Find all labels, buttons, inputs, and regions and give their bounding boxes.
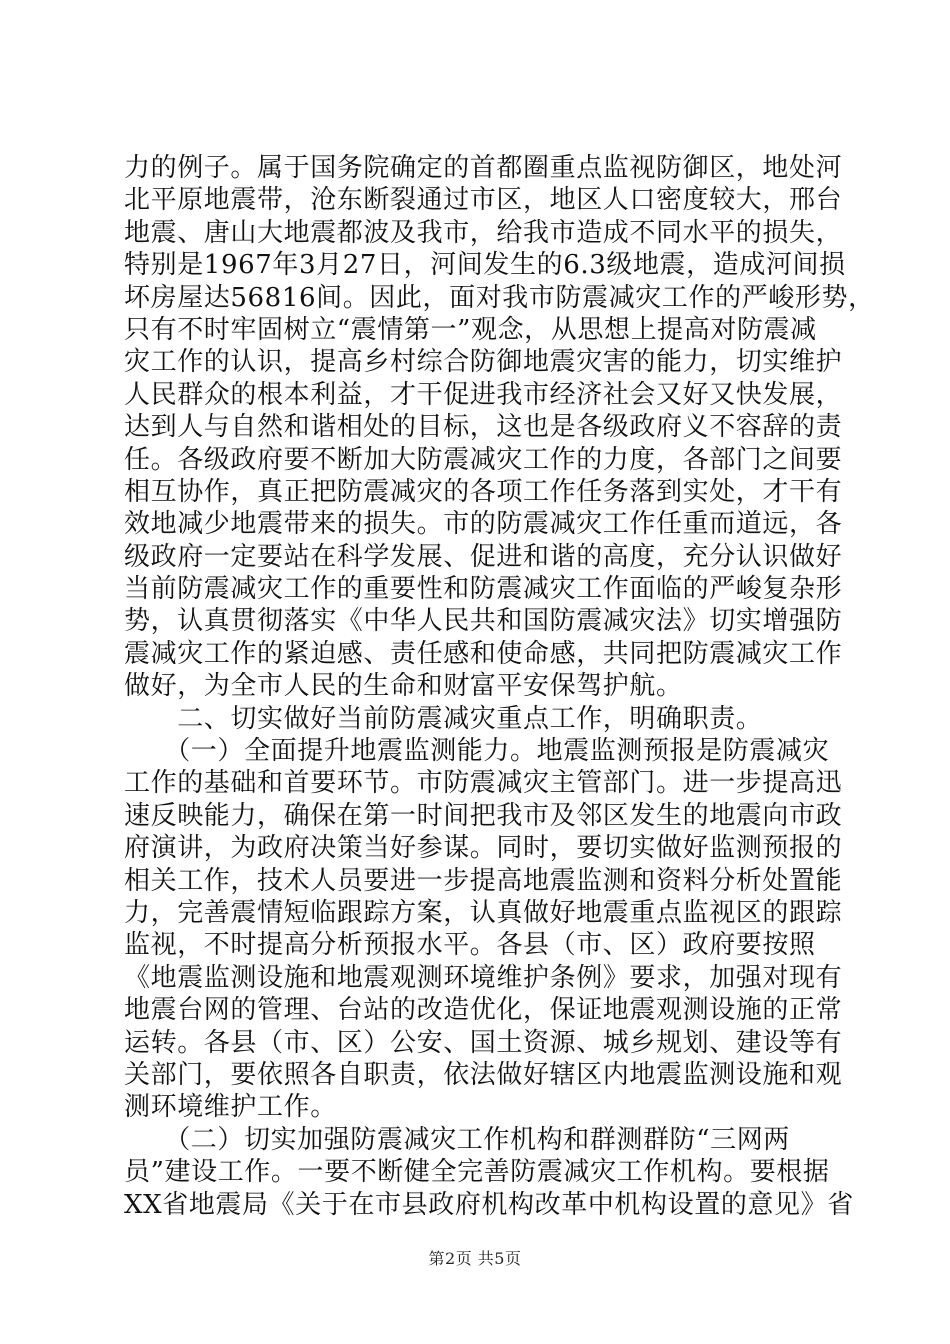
document-line: 测环境维护工作。: [124, 1092, 337, 1123]
document-line: 特别是1967年3月27日，河间发生的6.3级地震，造成河间损: [124, 250, 846, 281]
document-line: 坏房屋达56816间。因此，面对我市防震减灾工作的严峻形势，: [124, 282, 875, 313]
document-line: 地震台网的管理、台站的改造优化，保证地震观测设施的正常: [124, 995, 843, 1026]
document-line: 级政府一定要站在科学发展、促进和谐的高度，充分认识做好: [124, 541, 843, 572]
document-line: 当前防震减灾工作的重要性和防震减灾工作面临的严峻复杂形: [124, 574, 843, 605]
document-line: 北平原地震带，沧东断裂通过市区，地区人口密度较大，邢台: [124, 185, 843, 216]
document-line: 效地减少地震带来的损失。市的防震减灾工作任重而道远，各: [124, 509, 843, 540]
document-line: 任。各级政府要不断加大防震减灾工作的力度，各部门之间要: [124, 444, 843, 475]
document-line: 灾工作的认识，提高乡村综合防御地震灾害的能力，切实维护: [124, 347, 843, 378]
document-line: 工作的基础和首要环节。市防震减灾主管部门。进一步提高迅: [124, 768, 843, 799]
document-line: XX省地震局《关于在市县政府机构改革中机构设置的意见》省: [124, 1189, 854, 1220]
document-line: 相互协作，真正把防震减灾的各项工作任务落到实处，才干有: [124, 476, 843, 507]
document-line: 力的例子。属于国务院确定的首都圈重点监视防御区，地处河: [124, 153, 843, 183]
document-line: 做好，为全市人民的生命和财富平安保驾护航。: [124, 671, 683, 702]
document-line: 府演讲，为政府决策当好参谋。同时，要切实做好监测预报的: [124, 833, 843, 864]
document-line: 关部门，要依照各自职责，依法做好辖区内地震监测设施和观: [124, 1059, 843, 1090]
document-body: [124, 152, 875, 1221]
page-footer: 第2页 共5页: [428, 1249, 522, 1268]
document-line: 二、切实做好当前防震减灾重点工作，明确职责。: [124, 703, 763, 734]
document-line: 力，完善震情短临跟踪方案，认真做好地震重点监视区的跟踪: [124, 897, 843, 928]
document-line: 震减灾工作的紧迫感、责任感和使命感，共同把防震减灾工作: [124, 638, 843, 669]
document-line: 达到人与自然和谐相处的目标，这也是各级政府义不容辞的责: [124, 412, 843, 443]
document-line: （一）全面提升地震监测能力。地震监测预报是防震减灾: [124, 736, 830, 767]
document-line: 速反映能力，确保在第一时间把我市及邻区发生的地震向市政: [124, 800, 843, 831]
document-line: 监视，不时提高分析预报水平。各县（市、区）政府要按照: [124, 930, 816, 961]
document-line: 运转。各县（市、区）公安、国土资源、城乡规划、建设等有: [124, 1027, 843, 1058]
document-line: 相关工作，技术人员要进一步提高地震监测和资料分析处置能: [124, 865, 843, 896]
document-line: 人民群众的根本利益，才干促进我市经济社会又好又快发展，: [124, 379, 843, 410]
document-line: 《地震监测设施和地震观测环境维护条例》要求，加强对现有: [124, 962, 843, 993]
document-line: 势，认真贯彻落实《中华人民共和国防震减灾法》切实增强防: [124, 606, 843, 637]
document-line: 只有不时牢固树立“震情第一”观念，从思想上提高对防震减: [124, 314, 817, 345]
document-line: 员”建设工作。一要不断健全完善防震减灾工作机构。要根据: [124, 1157, 830, 1188]
document-line: 地震、唐山大地震都波及我市，给我市造成不同水平的损失，: [124, 217, 843, 248]
document-line: （二）切实加强防震减灾工作机构和群测群防“三网两: [124, 1124, 790, 1155]
